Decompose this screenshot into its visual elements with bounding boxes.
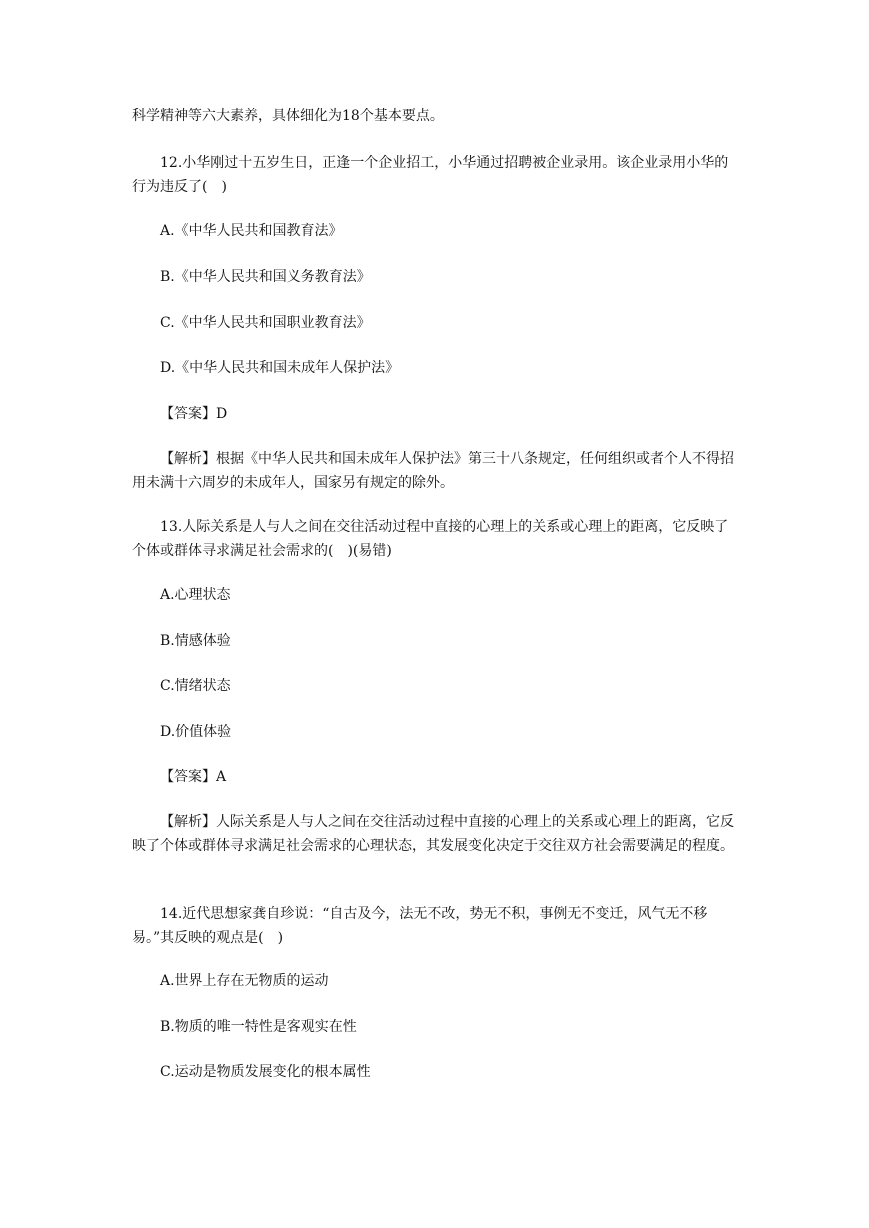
- question-12-option-d: D.《中华人民共和国未成年人保护法》: [160, 360, 400, 376]
- question-12-stem: 12.小华刚过十五岁生日，正逢一个企业招工，小华通过招聘被企业录用。该企业录用小华的行为违反了( ): [132, 155, 729, 195]
- question-13-option-a: A.心理状态: [160, 587, 231, 603]
- question-14-option-c: C.运动是物质发展变化的根本属性: [160, 1064, 371, 1080]
- question-12-analysis: 【解析】根据《中华人民共和国未成年人保护法》第三十八条规定，任何组织或者个人不得招用未满十六周岁的未成年人，国家另有规定的除外。: [132, 451, 734, 491]
- question-12-option-a: A.《中华人民共和国教育法》: [160, 223, 343, 239]
- question-13-option-d: D.价值体验: [160, 724, 232, 740]
- intro-tail-text: 科学精神等六大素养，具体细化为18个基本要点。: [132, 108, 444, 124]
- question-14-stem: 14.近代思想家龚自珍说：“自古及今，法无不改，势无不积，事例无不变迁，风气无不移易。”其反映的观点是( ): [132, 906, 708, 946]
- question-12-option-b: B.《中华人民共和国义务教育法》: [160, 269, 371, 285]
- question-13-analysis: 【解析】人际关系是人与人之间在交往活动过程中直接的心理上的关系或心理上的距离，它反映了个体或群体寻求满足社会需求的心理状态，其发展变化决定于交往双方社会需要满足的程度。: [132, 814, 734, 854]
- question-12-option-c: C.《中华人民共和国职业教育法》: [160, 315, 371, 331]
- question-13-answer: 【答案】A: [160, 769, 227, 785]
- question-13-option-c: C.情绪状态: [160, 678, 231, 694]
- question-13-stem: 13.人际关系是人与人之间在交往活动过程中直接的心理上的关系或心理上的距离，它反映了个体或群体寻求满足社会需求的( )(易错): [132, 519, 729, 559]
- question-12-answer: 【答案】D: [160, 406, 228, 422]
- question-14-option-a: A.世界上存在无物质的运动: [160, 973, 329, 989]
- question-14-option-b: B.物质的唯一特性是客观实在性: [160, 1019, 357, 1035]
- question-13-option-b: B.情感体验: [160, 633, 231, 649]
